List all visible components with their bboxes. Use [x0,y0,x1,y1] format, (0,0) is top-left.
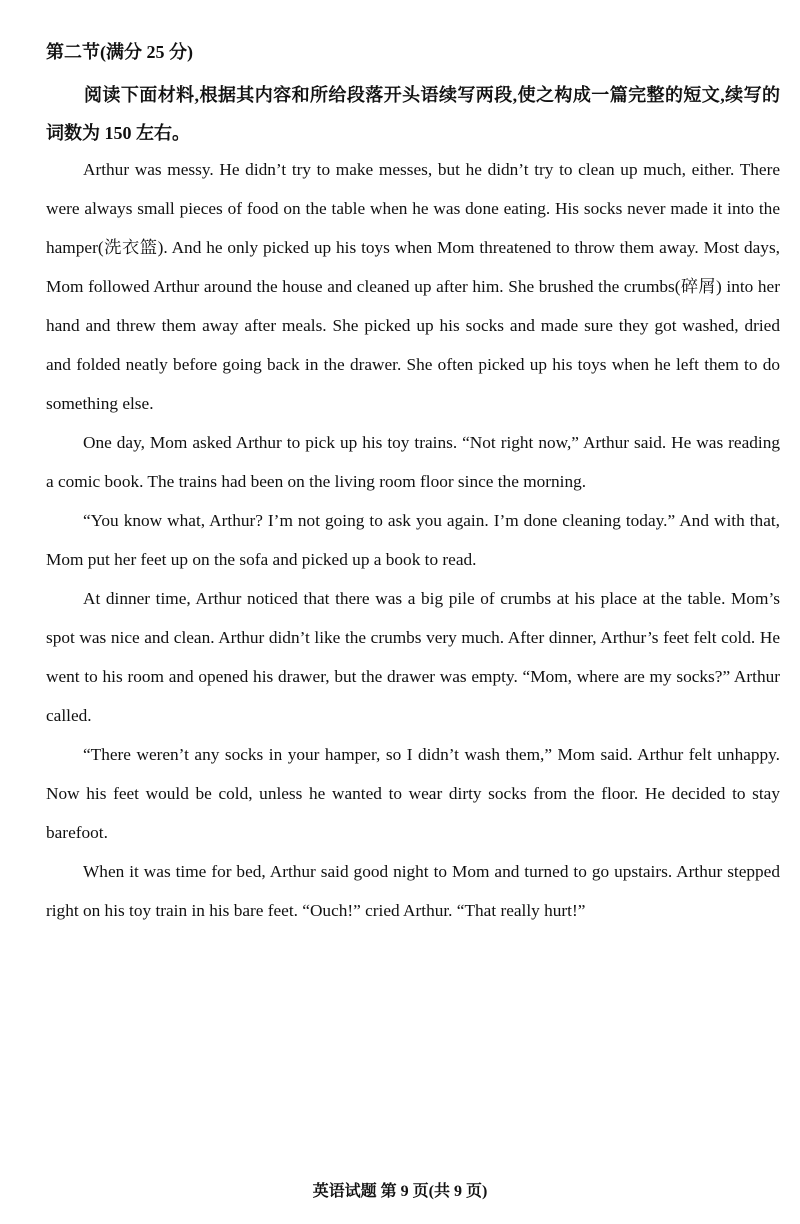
story-paragraph-4: At dinner time, Arthur noticed that there was a big pile of crumbs at his place at the table. Mom’s spot was nice and clean. Arthur didn’t like the crumbs very much. After dinner, Arthur’s feet felt cold. He went to his room and opened his drawer, but the drawer was empty. “Mom, where are my socks?” Arthur called. [46,589,780,725]
section-title: 第二节(满分 25 分) [46,42,193,62]
story-paragraph-2: One day, Mom asked Arthur to pick up his toy trains. “Not right now,” Arthur said. He was reading a comic book. The trains had been on the living room floor since the morning. [46,433,780,491]
instruction-text: 阅读下面材料,根据其内容和所给段落开头语续写两段,使之构成一篇完整的短文,续写的词数为 150 左右。 [46,85,780,143]
story-paragraph-6: When it was time for bed, Arthur said good night to Mom and turned to go upstairs. Arthur stepped right on his toy train in his bare feet. “Ouch!” cried Arthur. “That really hurt!” [46,862,780,920]
story-passage [46,150,780,930]
page-footer: 英语试题 第 9 页(共 9 页) [312,1183,488,1200]
story-paragraph-1: Arthur was messy. He didn’t try to make messes, but he didn’t try to clean up much, either. There were always small pieces of food on the table when he was done eating. His socks never made it into the hamper(洗衣篮). And he only picked up his toys when Mom threatened to throw them away. Most days, Mom followed Arthur around the house and cleaned up after him. She brushed the crumbs(碎屑) into her hand and threw them away after meals. She picked up his socks and made sure they got washed, dried and folded neatly before going back in the drawer. She often picked up his toys when he left them to do something else. [46,160,780,413]
story-paragraph-5: “There weren’t any socks in your hamper, so I didn’t wash them,” Mom said. Arthur felt unhappy. Now his feet would be cold, unless he wanted to wear dirty socks from the floor. He decided to stay barefoot. [46,745,780,842]
story-paragraph-3: “You know what, Arthur? I’m not going to ask you again. I’m done cleaning today.” And with that, Mom put her feet up on the sofa and picked up a book to read. [46,511,780,569]
